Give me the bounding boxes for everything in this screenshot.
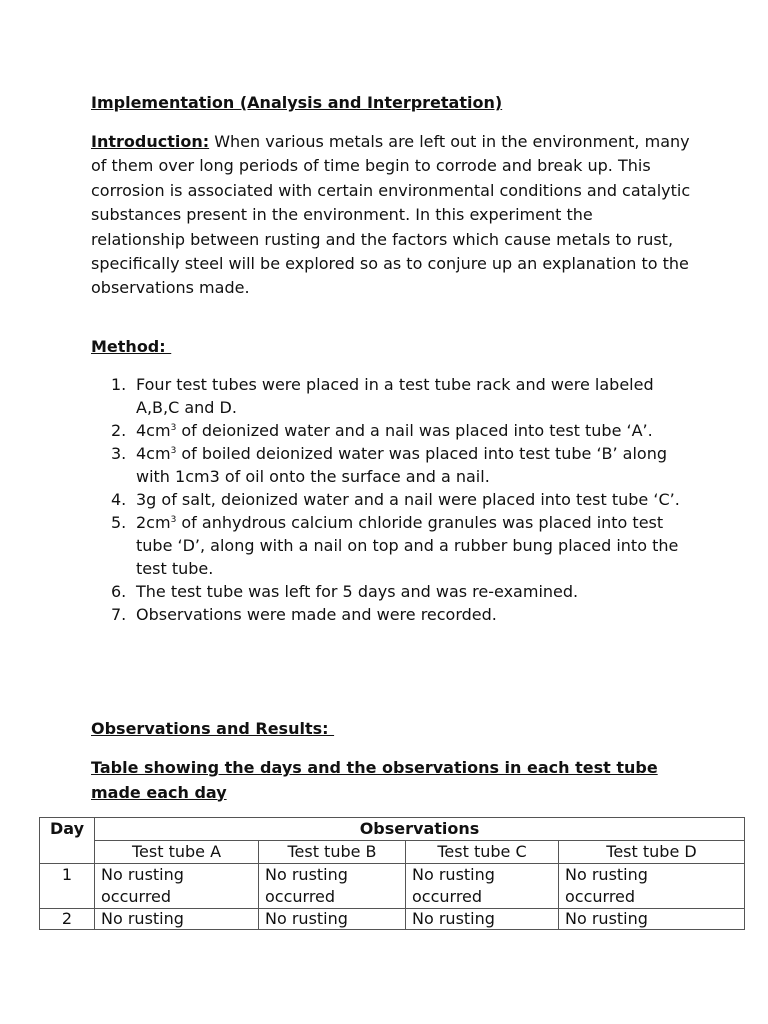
test-tube-b-header: Test tube B [259,841,406,864]
introduction-text: When various metals are left out in the environment, many of them over long periods of time begin to corrode and break up. This corrosion is associated with certain environmental conditions and catalytic substances present in the environment. In this experiment the relationship between rusting and the factors which cause metals to rust, specifically steel will be explored so as to conjure up an explanation to the observations made. [91,132,691,298]
document-title: Implementation (Analysis and Interpretation) [91,93,503,112]
method-step [91,603,691,626]
method-step [91,511,691,580]
step-text: Four test tubes were placed in a test tube rack and were labeled A,B,C and D. [136,375,654,417]
table-cell: No rusting occurred [259,864,406,909]
method-step [91,442,691,488]
superscript: 3 [170,423,177,433]
method-step [91,373,691,419]
test-tube-a-header: Test tube A [95,841,259,864]
step-text: 4cm [136,444,171,463]
superscript: 3 [170,446,177,456]
step-number: 2. [111,421,127,440]
superscript: 3 [170,515,177,525]
table-cell: No rusting occurred [95,864,259,909]
table-subheader-row [40,841,745,864]
observations-heading: Observations and Results: [91,719,335,738]
step-text-cont: of boiled deionized water was placed into test tube ‘B’ along with 1cm3 of oil onto the surface and a nail. [136,444,668,486]
method-step [91,580,691,603]
step-number: 7. [111,605,127,624]
step-text-cont: of deionized water and a nail was placed into test tube ‘A’. [176,421,653,440]
table-cell: No rusting [406,909,559,930]
step-text: Observations were made and were recorded. [136,605,497,624]
step-number: 4. [111,490,127,509]
step-number: 5. [111,513,127,532]
method-heading: Method: [91,337,172,356]
observations-column-header: Observations [95,818,745,841]
method-step [91,419,691,442]
step-text-cont: of anhydrous calcium chloride granules was placed into test tube ‘D’, along with a nail on top and a rubber bung placed into the test tube. [136,513,679,578]
day-column-header: Day [40,818,95,864]
step-number: 3. [111,444,127,463]
step-text: 2cm [136,513,171,532]
table-row [40,864,745,909]
method-step [91,488,691,511]
step-text: 3g of salt, deionized water and a nail were placed into test tube ‘C’. [136,490,680,509]
test-tube-c-header: Test tube C [406,841,559,864]
table-row [40,909,745,930]
table-header-row [40,818,745,841]
test-tube-d-header: Test tube D [559,841,745,864]
table-cell: No rusting [259,909,406,930]
step-number: 1. [111,375,127,394]
step-text: 4cm [136,421,171,440]
introduction-paragraph [91,130,691,301]
day-cell: 2 [40,909,95,930]
table-cell: No rusting [559,909,745,930]
step-text: The test tube was left for 5 days and was re-examined. [136,582,579,601]
table-cell: No rusting occurred [559,864,745,909]
introduction-label: Introduction: [91,132,210,151]
day-cell: 1 [40,864,95,909]
step-number: 6. [111,582,127,601]
table-cell: No rusting [95,909,259,930]
observations-table [39,817,745,930]
table-cell: No rusting occurred [406,864,559,909]
table-caption: Table showing the days and the observations in each test tube made each day [91,758,658,802]
method-steps-list [91,373,691,626]
